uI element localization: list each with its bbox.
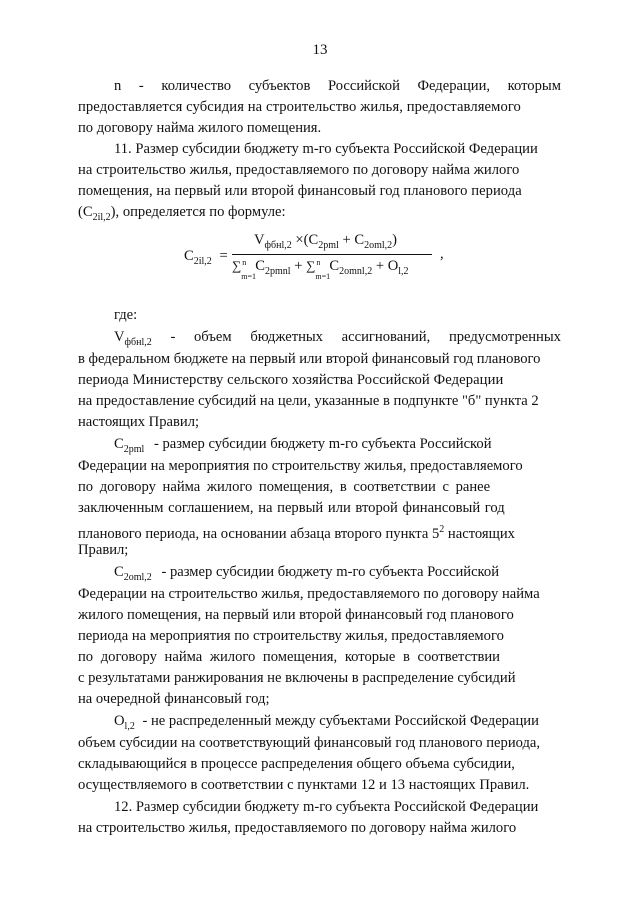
p2-line-3: помещения, на первый или второй финансовый год планового периода [78, 183, 522, 199]
p1-line-1: n - количество субъектов Российской Федерации, которым [114, 78, 561, 94]
p3-line-2: на строительство жилья, предоставляемого по договору найма жилого [78, 820, 517, 836]
page-number: 13 [312, 42, 328, 58]
def-c2oml-line-7: на очередной финансовый год; [78, 691, 270, 707]
formula-lhs: $C_{2il,2}$ = [184, 248, 228, 267]
def-o-line-1: $O_{l,2}$ - не распределенный между субъектами Российской Федерации [114, 713, 539, 732]
formula [184, 232, 484, 286]
def-v-line-5: настоящих Правил; [78, 414, 200, 430]
where-label: где: [114, 307, 138, 323]
def-c2pml-line-5: планового периода, на основании абзаца второго пункта $5^2$ настоящих [78, 524, 515, 542]
def-o-line-4: осуществляемого в соответствии с пунктами 12 и 13 настоящих Правил. [78, 777, 530, 793]
def-c2oml-line-3: жилого помещения, на первый или второй финансовый год планового [78, 607, 514, 623]
def-c2oml-line-6: с результатами ранжирования не включены в распределение субсидий [78, 670, 516, 686]
def-v-line-3: периода Министерству сельского хозяйства Российской Федерации [78, 372, 504, 388]
formula-comma: , [440, 246, 444, 262]
def-v-line-2: в федеральном бюджете на первый или второй финансовый год планового [78, 351, 541, 367]
def-c2pml-line-4: заключенным соглашением, на первый или второй финансовый год [78, 500, 505, 516]
p1-line-2: предоставляется субсидия на строительство жилья, предоставляемого [78, 99, 521, 115]
p1-line-3: по договору найма жилого помещения. [78, 120, 322, 136]
def-c2pml-line-1: $C_{2pml}$ - размер субсидии бюджету m-го субъекта Российской [114, 436, 492, 455]
def-v-line-4: на предоставление субсидий на цели, указанные в подпункте "б" пункта 2 [78, 393, 539, 409]
formula-numerator: $V_{фбнl,2} \times(C_{2pml} + C_{2oml,2})$ [254, 232, 398, 251]
formula-denominator: ∑ n m=1 $C_{2pmnl}$ + ∑ n m=1 $C_{2omnl,2} + O_{l,2}$ [232, 258, 409, 281]
p2-line-2: на строительство жилья, предоставляемого по договору найма жилого [78, 162, 520, 178]
def-v-line-1: $V_{фбнl,2}$ - объем бюджетных ассигнований, предусмотренных [114, 329, 561, 348]
def-o-line-2: объем субсидии на соответствующий финансовый год планового периода, [78, 735, 541, 751]
def-c2oml-line-4: периода на мероприятия по строительству жилья, предоставляемого [78, 628, 504, 644]
def-c2oml-line-5: по договору найма жилого помещения, которые в соответствии [78, 649, 500, 665]
def-c2oml-line-1: $C_{2oml,2}$ - размер субсидии бюджету m-го субъекта Российской [114, 564, 500, 583]
def-c2pml-line-2: Федерации на мероприятия по строительству жилья, предоставляемого [78, 458, 523, 474]
fraction-bar [232, 254, 432, 255]
p2-line-1: 11. Размер субсидии бюджету m-го субъекта Российской Федерации [114, 141, 538, 157]
def-o-line-3: складывающийся в процессе распределения общего объема субсидии, [78, 756, 515, 772]
def-c2pml-line-3: по договору найма жилого помещения, в соответствии с ранее [78, 479, 491, 495]
p2-line-4: $(C_{2il,2})$, определяется по формуле: [78, 204, 286, 223]
def-c2pml-line-6: Правил; [78, 542, 129, 558]
p3-line-1: 12. Размер субсидии бюджету m-го субъекта Российской Федерации [114, 799, 539, 815]
def-c2oml-line-2: Федерации на строительство жилья, предоставляемого по договору найма [78, 586, 540, 602]
